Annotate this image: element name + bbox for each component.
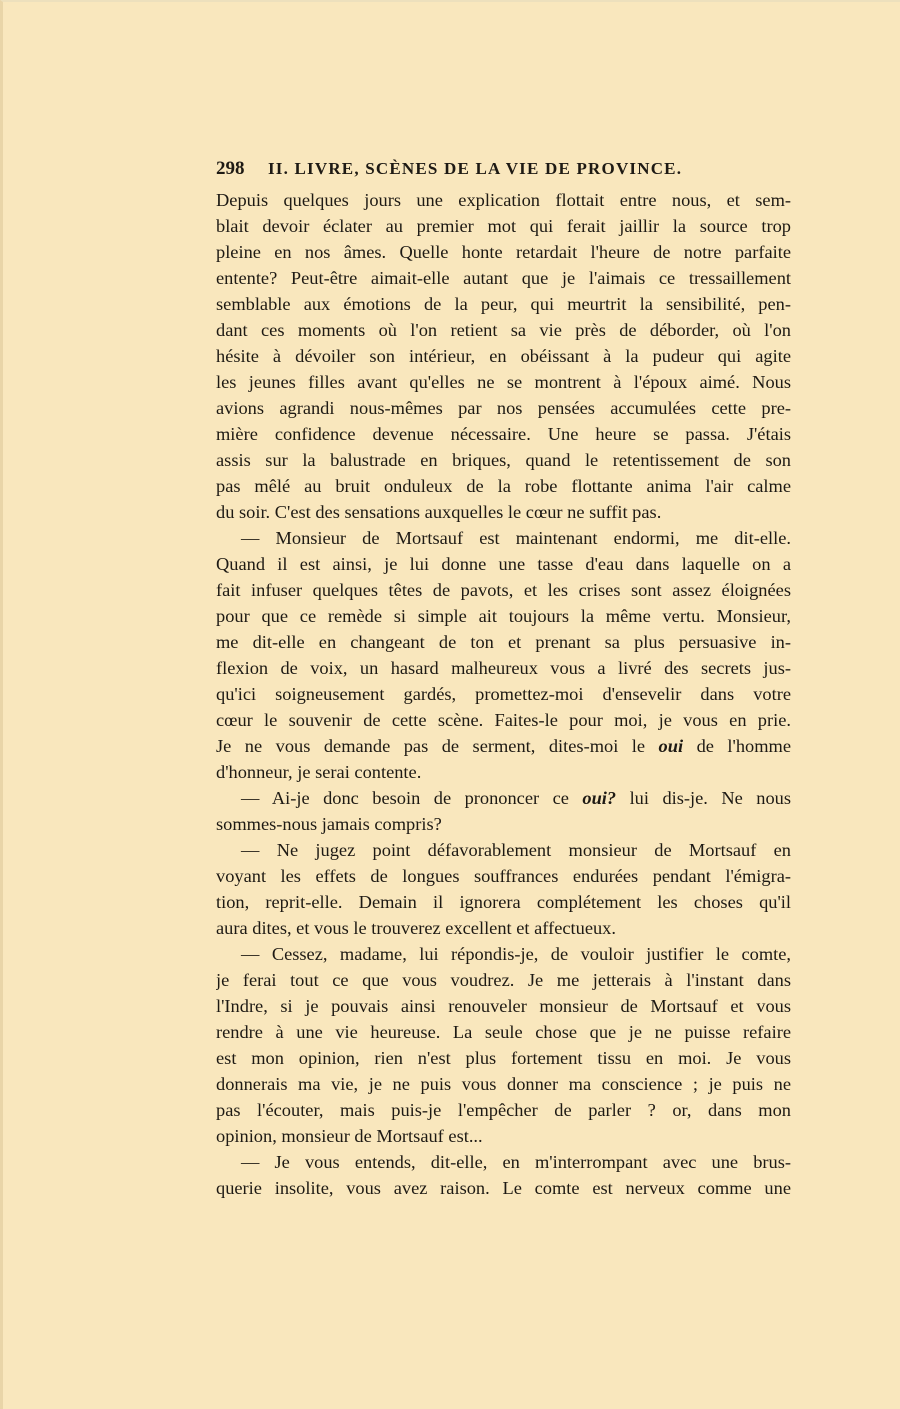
text-line: Depuis quelques jours une explication flottait entre nous, et sem- <box>216 190 791 210</box>
text-line: flexion de voix, un hasard malheureux vous a livré des secrets jus- <box>216 658 791 678</box>
body-text <box>216 187 791 1201</box>
text-line: mière confidence devenue nécessaire. Une heure se passa. J'étais <box>216 424 791 444</box>
text-line: d'honneur, je serai contente. <box>216 762 422 782</box>
text-line: rendre à une vie heureuse. La seule chose que je ne puisse refaire <box>216 1022 791 1042</box>
text-line: opinion, monsieur de Mortsauf est... <box>216 1126 483 1146</box>
text-line: entente? Peut-être aimait-elle autant que je l'aimais ce tressaillement <box>216 268 791 288</box>
text-line: — Cessez, madame, lui répondis-je, de vouloir justifier le comte, <box>241 944 791 964</box>
text-line: querie insolite, vous avez raison. Le comte est nerveux comme une <box>216 1178 791 1198</box>
text-line: je ferai tout ce que vous voudrez. Je me jetterais à l'instant dans <box>216 970 791 990</box>
text-line: avions agrandi nous-mêmes par nos pensées accumulées cette pre- <box>216 398 791 418</box>
text-line: cœur le souvenir de cette scène. Faites-le pour moi, je vous en prie. <box>216 710 791 730</box>
text-line: — Ne jugez point défavorablement monsieur de Mortsauf en <box>241 840 791 860</box>
page-number: 298 <box>216 158 245 179</box>
text-line: du soir. C'est des sensations auxquelles le cœur ne suffit pas. <box>216 502 662 522</box>
text-line: assis sur la balustrade en briques, quand le retentissement de son <box>216 450 791 470</box>
text-line: semblable aux émotions de la peur, qui meurtrit la sensibilité, pen- <box>216 294 791 314</box>
text-line: — Je vous entends, dit-elle, en m'interrompant avec une brus- <box>241 1152 791 1172</box>
running-header <box>216 158 791 180</box>
text-line: dant ces moments où l'on retient sa vie près de déborder, où l'on <box>216 320 791 340</box>
text-line: pour que ce remède si simple ait toujours la même vertu. Monsieur, <box>216 606 791 626</box>
text-line: pleine en nos âmes. Quelle honte retardait l'heure de notre parfaite <box>216 242 791 262</box>
text-line: est mon opinion, rien n'est plus fortement tissu en moi. Je vous <box>216 1048 791 1068</box>
text-line: tion, reprit-elle. Demain il ignorera complétement les choses qu'il <box>216 892 791 912</box>
text-line: pas mêlé au bruit onduleux de la robe flottante anima l'air calme <box>216 476 791 496</box>
text-line: voyant les effets de longues souffrances endurées pendant l'émigra- <box>216 866 791 886</box>
text-line: Je ne vous demande pas de serment, dites-moi le oui de l'homme <box>216 736 791 756</box>
text-line: qu'ici soigneusement gardés, promettez-moi d'ensevelir dans votre <box>216 684 791 704</box>
running-title: II. LIVRE, SCÈNES DE LA VIE DE PROVINCE. <box>267 159 683 178</box>
italic-word: oui <box>658 736 684 756</box>
italic-word: oui? <box>582 788 617 808</box>
text-line: sommes-nous jamais compris? <box>216 814 442 834</box>
text-line: me dit-elle en changeant de ton et prenant sa plus persuasive in- <box>216 632 791 652</box>
text-line: l'Indre, si je pouvais ainsi renouveler monsieur de Mortsauf et vous <box>216 996 791 1016</box>
text-line: Quand il est ainsi, je lui donne une tasse d'eau dans laquelle on a <box>216 554 791 574</box>
text-line: aura dites, et vous le trouverez excellent et affectueux. <box>216 918 616 938</box>
text-line: — Ai-je donc besoin de prononcer ce oui? lui dis-je. Ne nous <box>241 788 791 808</box>
text-line: les jeunes filles avant qu'elles ne se montrent à l'époux aimé. Nous <box>216 372 791 392</box>
text-line: hésite à dévoiler son intérieur, en obéissant à la pudeur qui agite <box>216 346 791 366</box>
text-line: blait devoir éclater au premier mot qui ferait jaillir la source trop <box>216 216 791 236</box>
text-line: — Monsieur de Mortsauf est maintenant endormi, me dit-elle. <box>241 528 791 548</box>
text-line: pas l'écouter, mais puis-je l'empêcher de parler ? or, dans mon <box>216 1100 791 1120</box>
text-line: fait infuser quelques têtes de pavots, et les crises sont assez éloignées <box>216 580 791 600</box>
text-line: donnerais ma vie, je ne puis vous donner ma conscience ; je puis ne <box>216 1074 791 1094</box>
